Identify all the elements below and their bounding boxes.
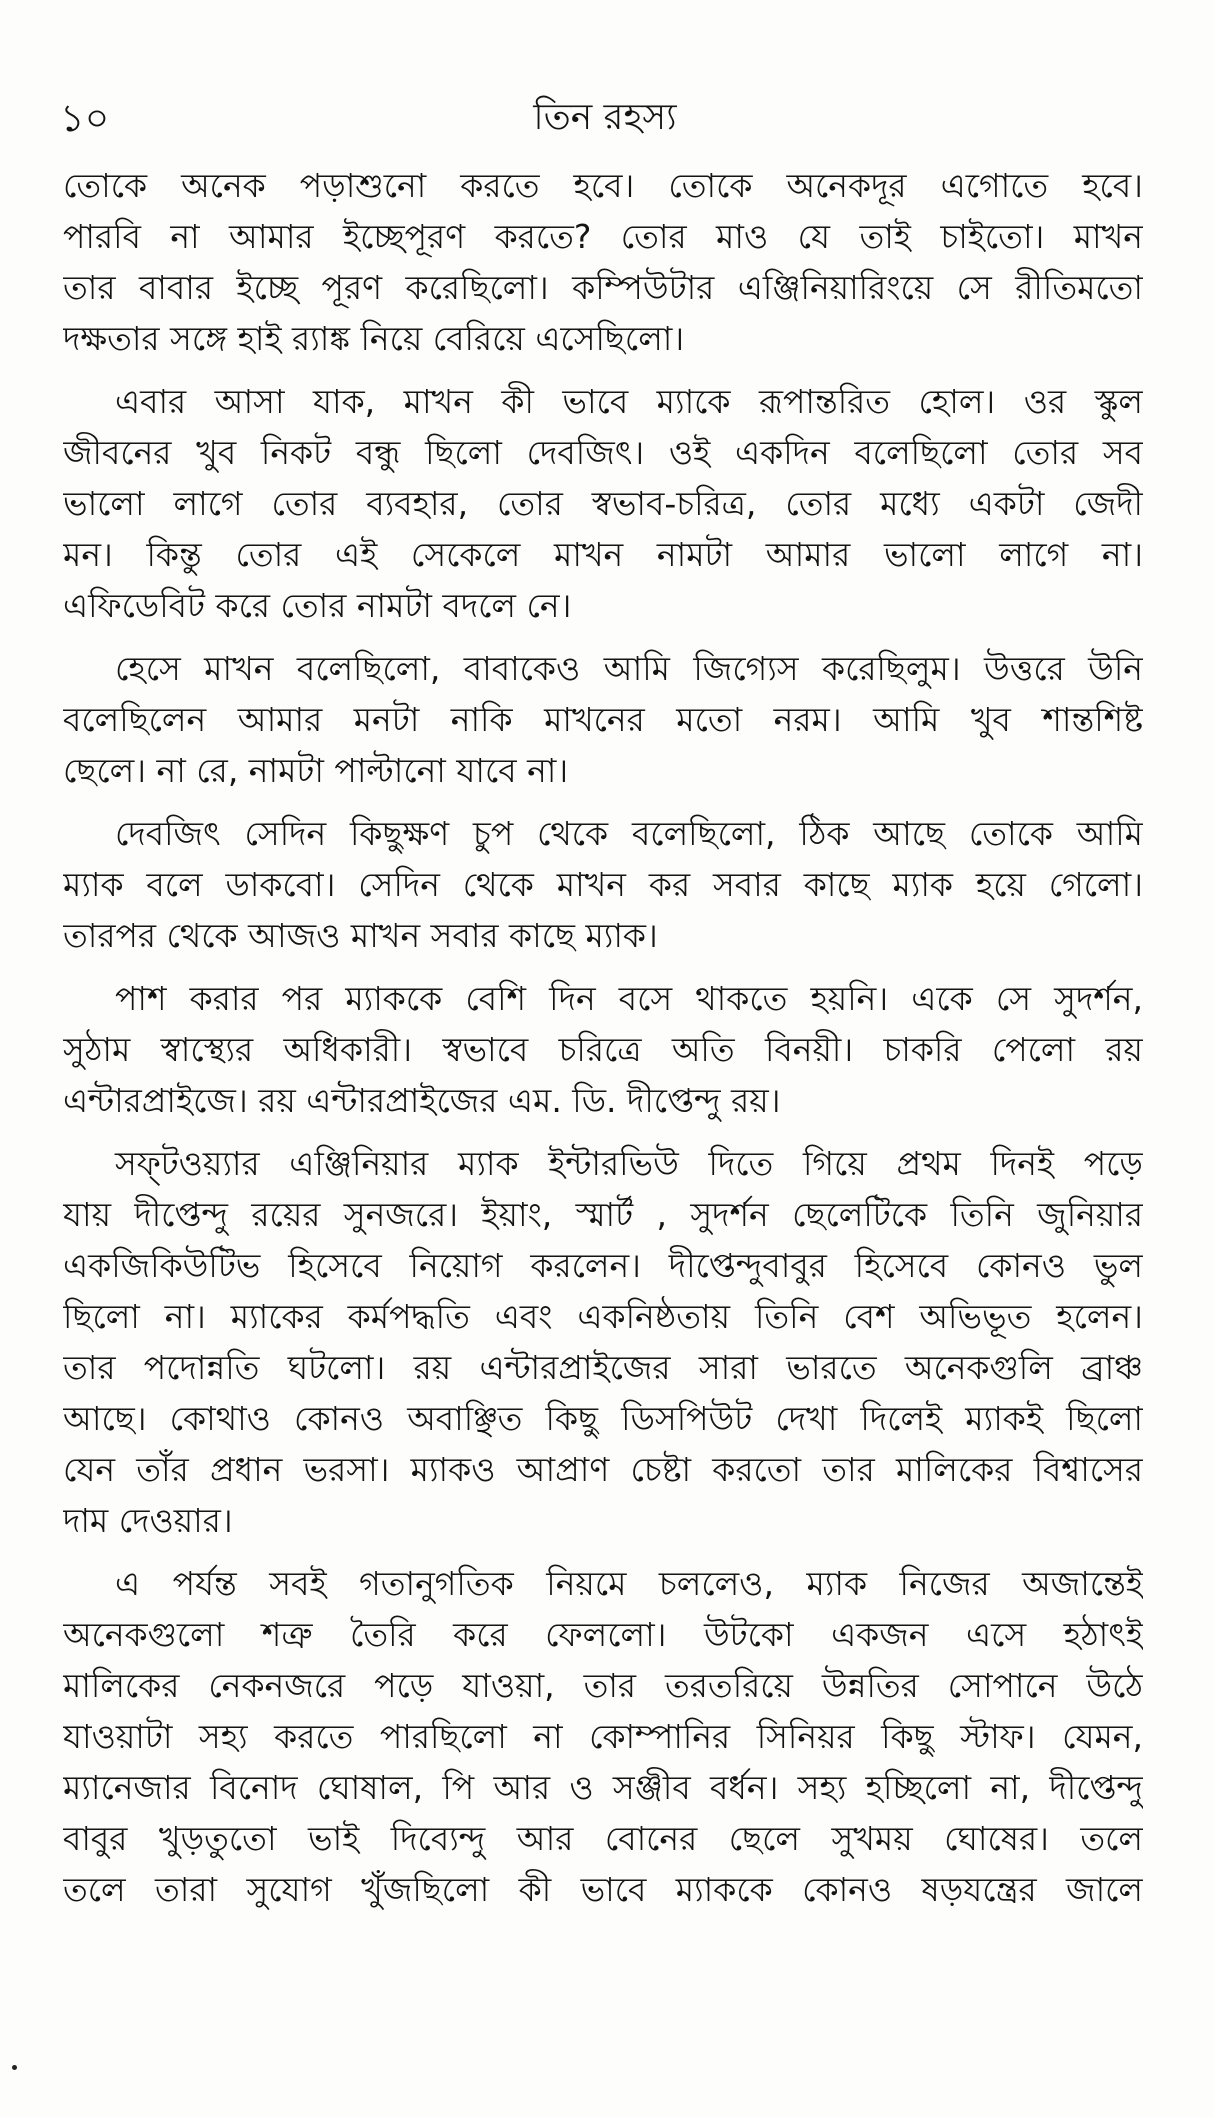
text-line: এফিডেবিট করে তোর নামটা বদলে নে। <box>63 586 572 625</box>
text-line: ম্যানেজার বিনোদ ঘোষাল, পি আর ও সঞ্জীব বর্ধন। সহ্য হচ্ছিলো না, দীপ্তেন্দু <box>63 1768 1143 1807</box>
text-line: এবার আসা যাক, মাখন কী ভাবে ম্যাকে রূপান্তরিত হোল। ওর স্কুল <box>115 382 1143 421</box>
text-line: একজিকিউটিভ হিসেবে নিয়োগ করলেন। দীপ্তেন্দুবাবুর হিসেবে কোনও ভুল <box>63 1246 1143 1285</box>
text-line: যেন তাঁর প্রধান ভরসা। ম্যাকও আপ্রাণ চেষ্টা করতো তার মালিকের বিশ্বাসের <box>63 1450 1143 1489</box>
text-line: পাশ করার পর ম্যাককে বেশি দিন বসে থাকতে হয়নি। একে সে সুদর্শন, <box>115 979 1143 1018</box>
page-number: ১০ <box>60 96 110 140</box>
text-line: ভালো লাগে তোর ব্যবহার, তোর স্বভাব-চরিত্র, তোর মধ্যে একটা জেদী <box>63 484 1143 523</box>
text-line: হেসে মাখন বলেছিলো, বাবাকেও আমি জিগ্যেস করেছিলুম। উত্তরে উনি <box>115 649 1143 688</box>
page-header <box>60 88 1150 148</box>
text-line: যাওয়াটা সহ্য করতে পারছিলো না কোম্পানির সিনিয়র কিছু স্টাফ। যেমন, <box>63 1717 1143 1756</box>
margin-mark <box>12 2065 17 2070</box>
text-line: ছেলে। না রে, নামটা পাল্টানো যাবে না। <box>63 751 569 790</box>
text-line: দেবজিৎ সেদিন কিছুক্ষণ চুপ থেকে বলেছিলো, ঠিক আছে তোকে আমি <box>115 814 1143 853</box>
running-title: তিন রহস্য <box>533 97 677 138</box>
text-line: দাম দেওয়ার। <box>63 1501 233 1540</box>
text-line: যায় দীপ্তেন্দু রয়ের সুনজরে। ইয়াং, স্মার্ট , সুদর্শন ছেলেটিকে তিনি জুনিয়ার <box>63 1195 1143 1234</box>
text-line: মালিকের নেকনজরে পড়ে যাওয়া, তার তরতরিয়ে উন্নতির সোপানে উঠে <box>63 1666 1143 1705</box>
paragraph-5 <box>63 973 1143 1126</box>
text-line: তার বাবার ইচ্ছে পূরণ করেছিলো। কম্পিউটার এঞ্জিনিয়ারিংয়ে সে রীতিমতো <box>63 268 1143 307</box>
text-line: এন্টারপ্রাইজে। রয় এন্টারপ্রাইজের এম. ডি. দীপ্তেন্দু রয়। <box>63 1081 781 1120</box>
text-line: ছিলো না। ম্যাকের কর্মপদ্ধতি এবং একনিষ্ঠতায় তিনি বেশ অভিভূত হলেন। <box>63 1297 1143 1336</box>
text-line: তারপর থেকে আজও মাখন সবার কাছে ম্যাক। <box>63 916 658 955</box>
text-line: ম্যাক বলে ডাকবো। সেদিন থেকে মাখন কর সবার কাছে ম্যাক হয়ে গেলো। <box>63 865 1143 904</box>
text-line: তোকে অনেক পড়াশুনো করতে হবে। তোকে অনেকদূর এগোতে হবে। <box>63 166 1143 205</box>
text-line: বাবুর খুড়তুতো ভাই দিব্যেন্দু আর বোনের ছেলে সুখময় ঘোষের। তলে <box>63 1819 1143 1858</box>
text-line: সফ্‌টওয়্যার এঞ্জিনিয়ার ম্যাক ইন্টারভিউ দিতে গিয়ে প্রথম দিনই পড়ে <box>115 1144 1143 1183</box>
text-line: এ পর্যন্ত সবই গতানুগতিক নিয়মে চললেও, ম্যাক নিজের অজান্তেই <box>115 1564 1143 1603</box>
text-line: আছে। কোথাও কোনও অবাঞ্ছিত কিছু ডিসপিউট দেখা দিলেই ম্যাকই ছিলো <box>63 1399 1143 1438</box>
paragraph-2 <box>63 376 1143 631</box>
text-line: সুঠাম স্বাস্থ্যের অধিকারী। স্বভাবে চরিত্রে অতি বিনয়ী। চাকরি পেলো রয় <box>63 1030 1143 1069</box>
text-line: তলে তারা সুযোগ খুঁজছিলো কী ভাবে ম্যাককে কোনও ষড়যন্ত্রের জালে <box>63 1870 1143 1909</box>
text-line: মন। কিন্তু তোর এই সেকেলে মাখন নামটা আমার ভালো লাগে না। <box>63 535 1143 574</box>
paragraph-1 <box>63 160 1143 364</box>
text-line: অনেকগুলো শত্রু তৈরি করে ফেললো। উটকো একজন এসে হঠাৎই <box>63 1615 1143 1654</box>
paragraph-3 <box>63 643 1143 796</box>
text-line: তার পদোন্নতি ঘটলো। রয় এন্টারপ্রাইজের সারা ভারতে অনেকগুলি ব্রাঞ্চ <box>63 1348 1143 1387</box>
body-text <box>63 160 1143 1915</box>
paragraph-7 <box>63 1558 1143 1915</box>
text-line: জীবনের খুব নিকট বন্ধু ছিলো দেবজিৎ। ওই একদিন বলেছিলো তোর সব <box>63 433 1143 472</box>
text-line: দক্ষতার সঙ্গে হাই র‍্যাঙ্ক নিয়ে বেরিয়ে এসেছিলো। <box>63 319 685 358</box>
text-line: পারবি না আমার ইচ্ছেপূরণ করতে? তোর মাও যে তাই চাইতো। মাখন <box>63 217 1143 256</box>
text-line: বলেছিলেন আমার মনটা নাকি মাখনের মতো নরম। আমি খুব শান্তশিষ্ট <box>63 700 1143 739</box>
paragraph-4 <box>63 808 1143 961</box>
paragraph-6 <box>63 1138 1143 1546</box>
